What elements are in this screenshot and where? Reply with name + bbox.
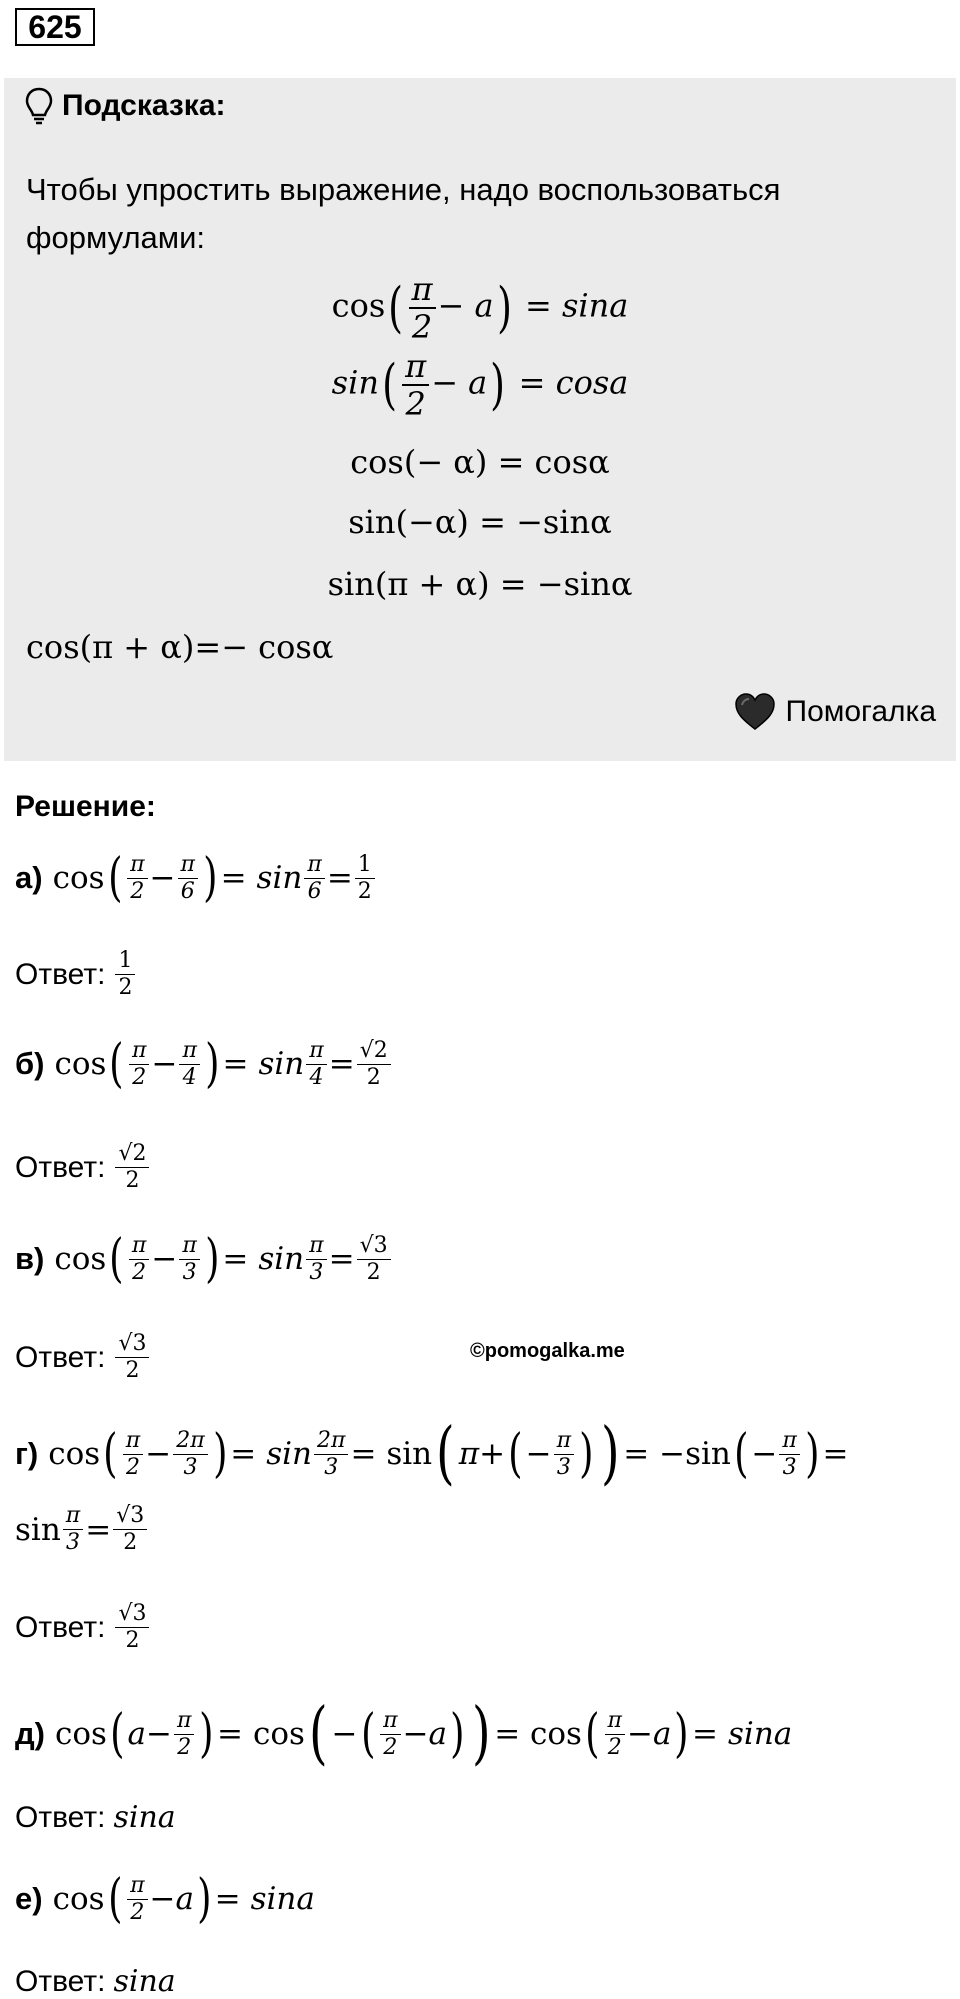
answer-g: Ответ: $\frac{√3}{2}$ bbox=[15, 1603, 151, 1652]
solution-e: е) cos ( $\frac{\pi}{2}$ − a ) = sina bbox=[15, 1868, 315, 1929]
hint-formula-3: cos(− α) = cosα bbox=[350, 443, 610, 481]
hint-formula-4: sin(−α) = −sinα bbox=[348, 503, 612, 541]
hint-box bbox=[4, 78, 956, 761]
problem-number: 625 bbox=[15, 8, 95, 46]
solution-title: Решение: bbox=[15, 790, 156, 823]
hint-title: Подсказка: bbox=[62, 89, 226, 122]
solution-b: б) cos ( $\frac{\pi}{2}$ − $\frac{\pi}{4}$ ) = sin $\frac{\pi}{4}$ = $\frac{√2}{2}$ bbox=[15, 1038, 393, 1091]
answer-a: Ответ: $\frac{1}{2}$ bbox=[15, 950, 137, 999]
hint-formula-2: sin( $\frac{\pi}{2}$ − a) = cosa bbox=[331, 347, 629, 423]
watermark: ©pomogalka.me bbox=[470, 1340, 625, 1362]
brand-name: Помогалка bbox=[785, 695, 936, 728]
answer-b: Ответ: $\frac{√2}{2}$ bbox=[15, 1143, 151, 1192]
brand bbox=[734, 693, 937, 731]
heart-icon bbox=[734, 693, 776, 731]
solution-g: г) cos ( $\frac{\pi}{2}$ − $\frac{2\pi}{3}$ ) = sin $\frac{2\pi}{3}$ = sin ( π + ( − $\frac{\pi}{3}$ ) ) = −sin ( − $\frac{\pi}{3}$ ) = bbox=[15, 1414, 849, 1493]
hint-formula-1: cos( $\frac{\pi}{2}$ − a) = sina bbox=[331, 270, 629, 346]
hint-formula-5: sin(π + α) = −sinα bbox=[327, 565, 633, 603]
solution-g-cont: sin $\frac{\pi}{3}$ = $\frac{√3}{2}$ bbox=[15, 1505, 149, 1554]
solution-d: д) cos ( a − $\frac{\pi}{2}$ ) = cos ( − ( $\frac{\pi}{2}$ − a ) ) = cos ( $\frac{\pi}{2}$ − a ) = sina bbox=[15, 1694, 793, 1773]
hint-text: Чтобы упростить выражение, надо воспользоваться формулами: bbox=[26, 172, 781, 255]
answer-d: Ответ: sina bbox=[15, 1800, 176, 1835]
answer-v: Ответ: $\frac{√3}{2}$ bbox=[15, 1333, 151, 1382]
answer-e: Ответ: sina bbox=[15, 1964, 176, 1999]
hint-header bbox=[24, 86, 226, 126]
solution-a: а) cos ( $\frac{\pi}{2}$ − $\frac{\pi}{6}$ ) = sin $\frac{\pi}{6}$ = $\frac{1}{2}$ bbox=[15, 852, 377, 905]
solution-v: в) cos ( $\frac{\pi}{2}$ − $\frac{\pi}{3}$ ) = sin $\frac{\pi}{3}$ = $\frac{√3}{2}$ bbox=[15, 1233, 393, 1286]
hint-formula-6: cos(π + α)=− cosα bbox=[26, 628, 334, 666]
lightbulb-icon bbox=[24, 86, 54, 126]
